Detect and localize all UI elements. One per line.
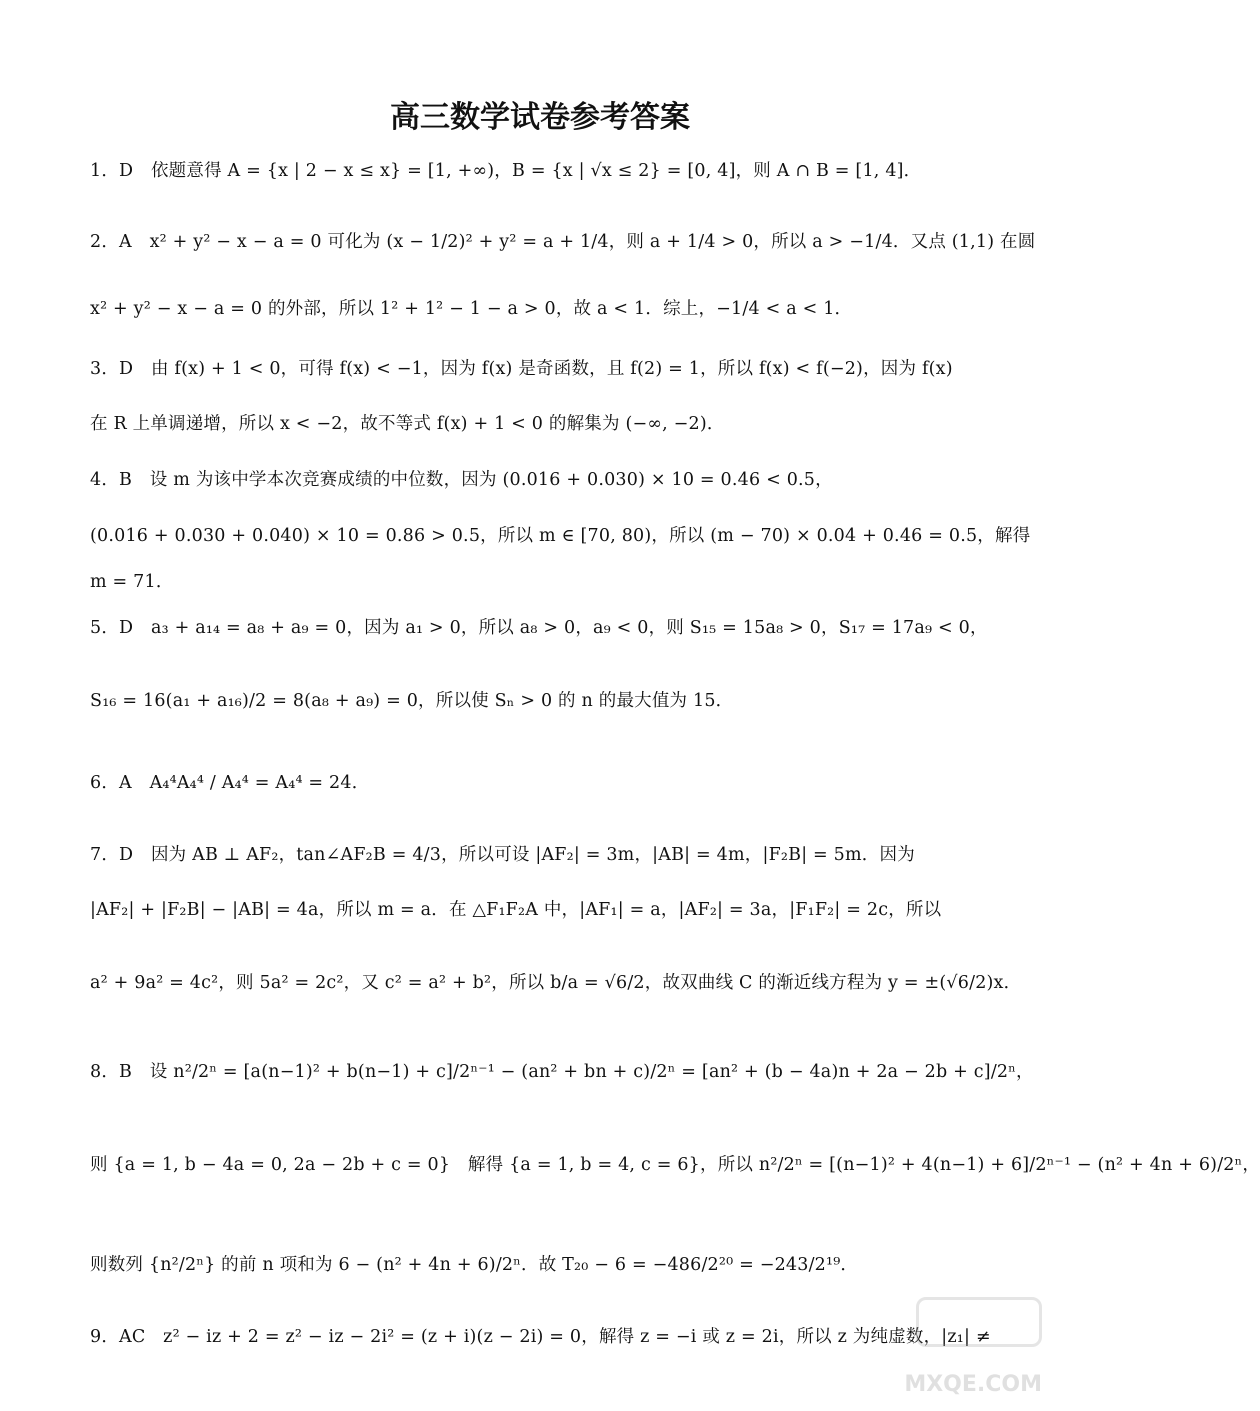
answer-9-line-1: 9．AC z² − iz + 2 = z² − iz − 2i² = (z + i)(z − 2i) = 0，解得 z = −i 或 z = 2i，所以 z 为纯虚数，|z₁| ≠ (90, 1327, 991, 1347)
answer-7-line-3: a² + 9a² = 4c²，则 5a² = 2c²，又 c² = a² + b²，所以 b/a = √6/2，故双曲线 C 的渐近线方程为 y = ±(√6/2)x． (90, 973, 1022, 993)
answer-2-line-1: 2．A x² + y² − x − a = 0 可化为 (x − 1/2)² + y² = a + 1/4，则 a + 1/4 > 0，所以 a > −1/4．又点 (1,1) 在圆 (90, 232, 1036, 252)
watermark (892, 1297, 1042, 1397)
answer-5-line-1: 5．D a₃ + a₁₄ = a₈ + a₉ = 0，因为 a₁ > 0，所以 a₈ > 0，a₉ < 0，则 S₁₅ = 15a₈ > 0，S₁₇ = 17a₉ < 0， (90, 618, 988, 638)
answer-4-line-1: 4．B 设 m 为该中学本次竞赛成绩的中位数，因为 (0.016 + 0.030) × 10 = 0.46 < 0.5， (90, 470, 833, 490)
answer-4-line-3: m = 71． (90, 572, 174, 592)
answer-7-line-1: 7．D 因为 AB ⊥ AF₂，tan∠AF₂B = 4/3，所以可设 |AF₂| = 3m，|AB| = 4m，|F₂B| = 5m．因为 (90, 845, 915, 865)
answer-6-line-1: 6．A A₄⁴A₄⁴ / A₄⁴ = A₄⁴ = 24． (90, 773, 370, 793)
answer-8-line-3: 则数列 {n²/2ⁿ} 的前 n 项和为 6 − (n² + 4n + 6)/2ⁿ．故 T₂₀ − 6 = −486/2²⁰ = −243/2¹⁹． (90, 1255, 859, 1275)
answer-1-line-1: 1．D 依题意得 A = {x | 2 − x ≤ x} = [1, +∞)，B = {x | √x ≤ 2} = [0, 4]，则 A ∩ B = [1, 4]． (90, 161, 922, 181)
answer-4-line-2: (0.016 + 0.030 + 0.040) × 10 = 0.86 > 0.5，所以 m ∈ [70, 80)，所以 (m − 70) × 0.04 + 0.46 = 0.5，解得 (90, 526, 1031, 546)
page-title: 高三数学试卷参考答案 (390, 100, 690, 135)
answer-5-line-2: S₁₆ = 16(a₁ + a₁₆)/2 = 8(a₈ + a₉) = 0，所以使 Sₙ > 0 的 n 的最大值为 15． (90, 691, 734, 711)
answer-2-line-2: x² + y² − x − a = 0 的外部，所以 1² + 1² − 1 − a > 0，故 a < 1．综上，−1/4 < a < 1． (90, 299, 853, 319)
watermark-logo (916, 1297, 1042, 1347)
answer-8-line-1: 8．B 设 n²/2ⁿ = [a(n−1)² + b(n−1) + c]/2ⁿ⁻¹ − (an² + bn + c)/2ⁿ = [an² + (b − 4a)n + 2a − 2b + c]/2ⁿ， (90, 1062, 1034, 1082)
answer-7-line-2: |AF₂| + |F₂B| − |AB| = 4a，所以 m = a．在 △F₁F₂A 中，|AF₁| = a，|AF₂| = 3a，|F₁F₂| = 2c，所以 (90, 900, 942, 920)
answer-3-line-1: 3．D 由 f(x) + 1 < 0，可得 f(x) < −1，因为 f(x) 是奇函数，且 f(2) = 1，所以 f(x) < f(−2)，因为 f(x) (90, 359, 953, 379)
answer-8-line-2: 则 {a = 1, b − 4a = 0, 2a − 2b + c = 0} 解得 {a = 1, b = 4, c = 6}，所以 n²/2ⁿ = [(n−1)² + 4(n−1) + 6]/2ⁿ⁻¹ − (n² + 4n + 6)/2ⁿ， (90, 1155, 1260, 1175)
watermark-site: MXQE.COM (904, 1372, 1042, 1397)
answer-3-line-2: 在 R 上单调递增，所以 x < −2，故不等式 f(x) + 1 < 0 的解集为 (−∞, −2)． (90, 414, 725, 434)
